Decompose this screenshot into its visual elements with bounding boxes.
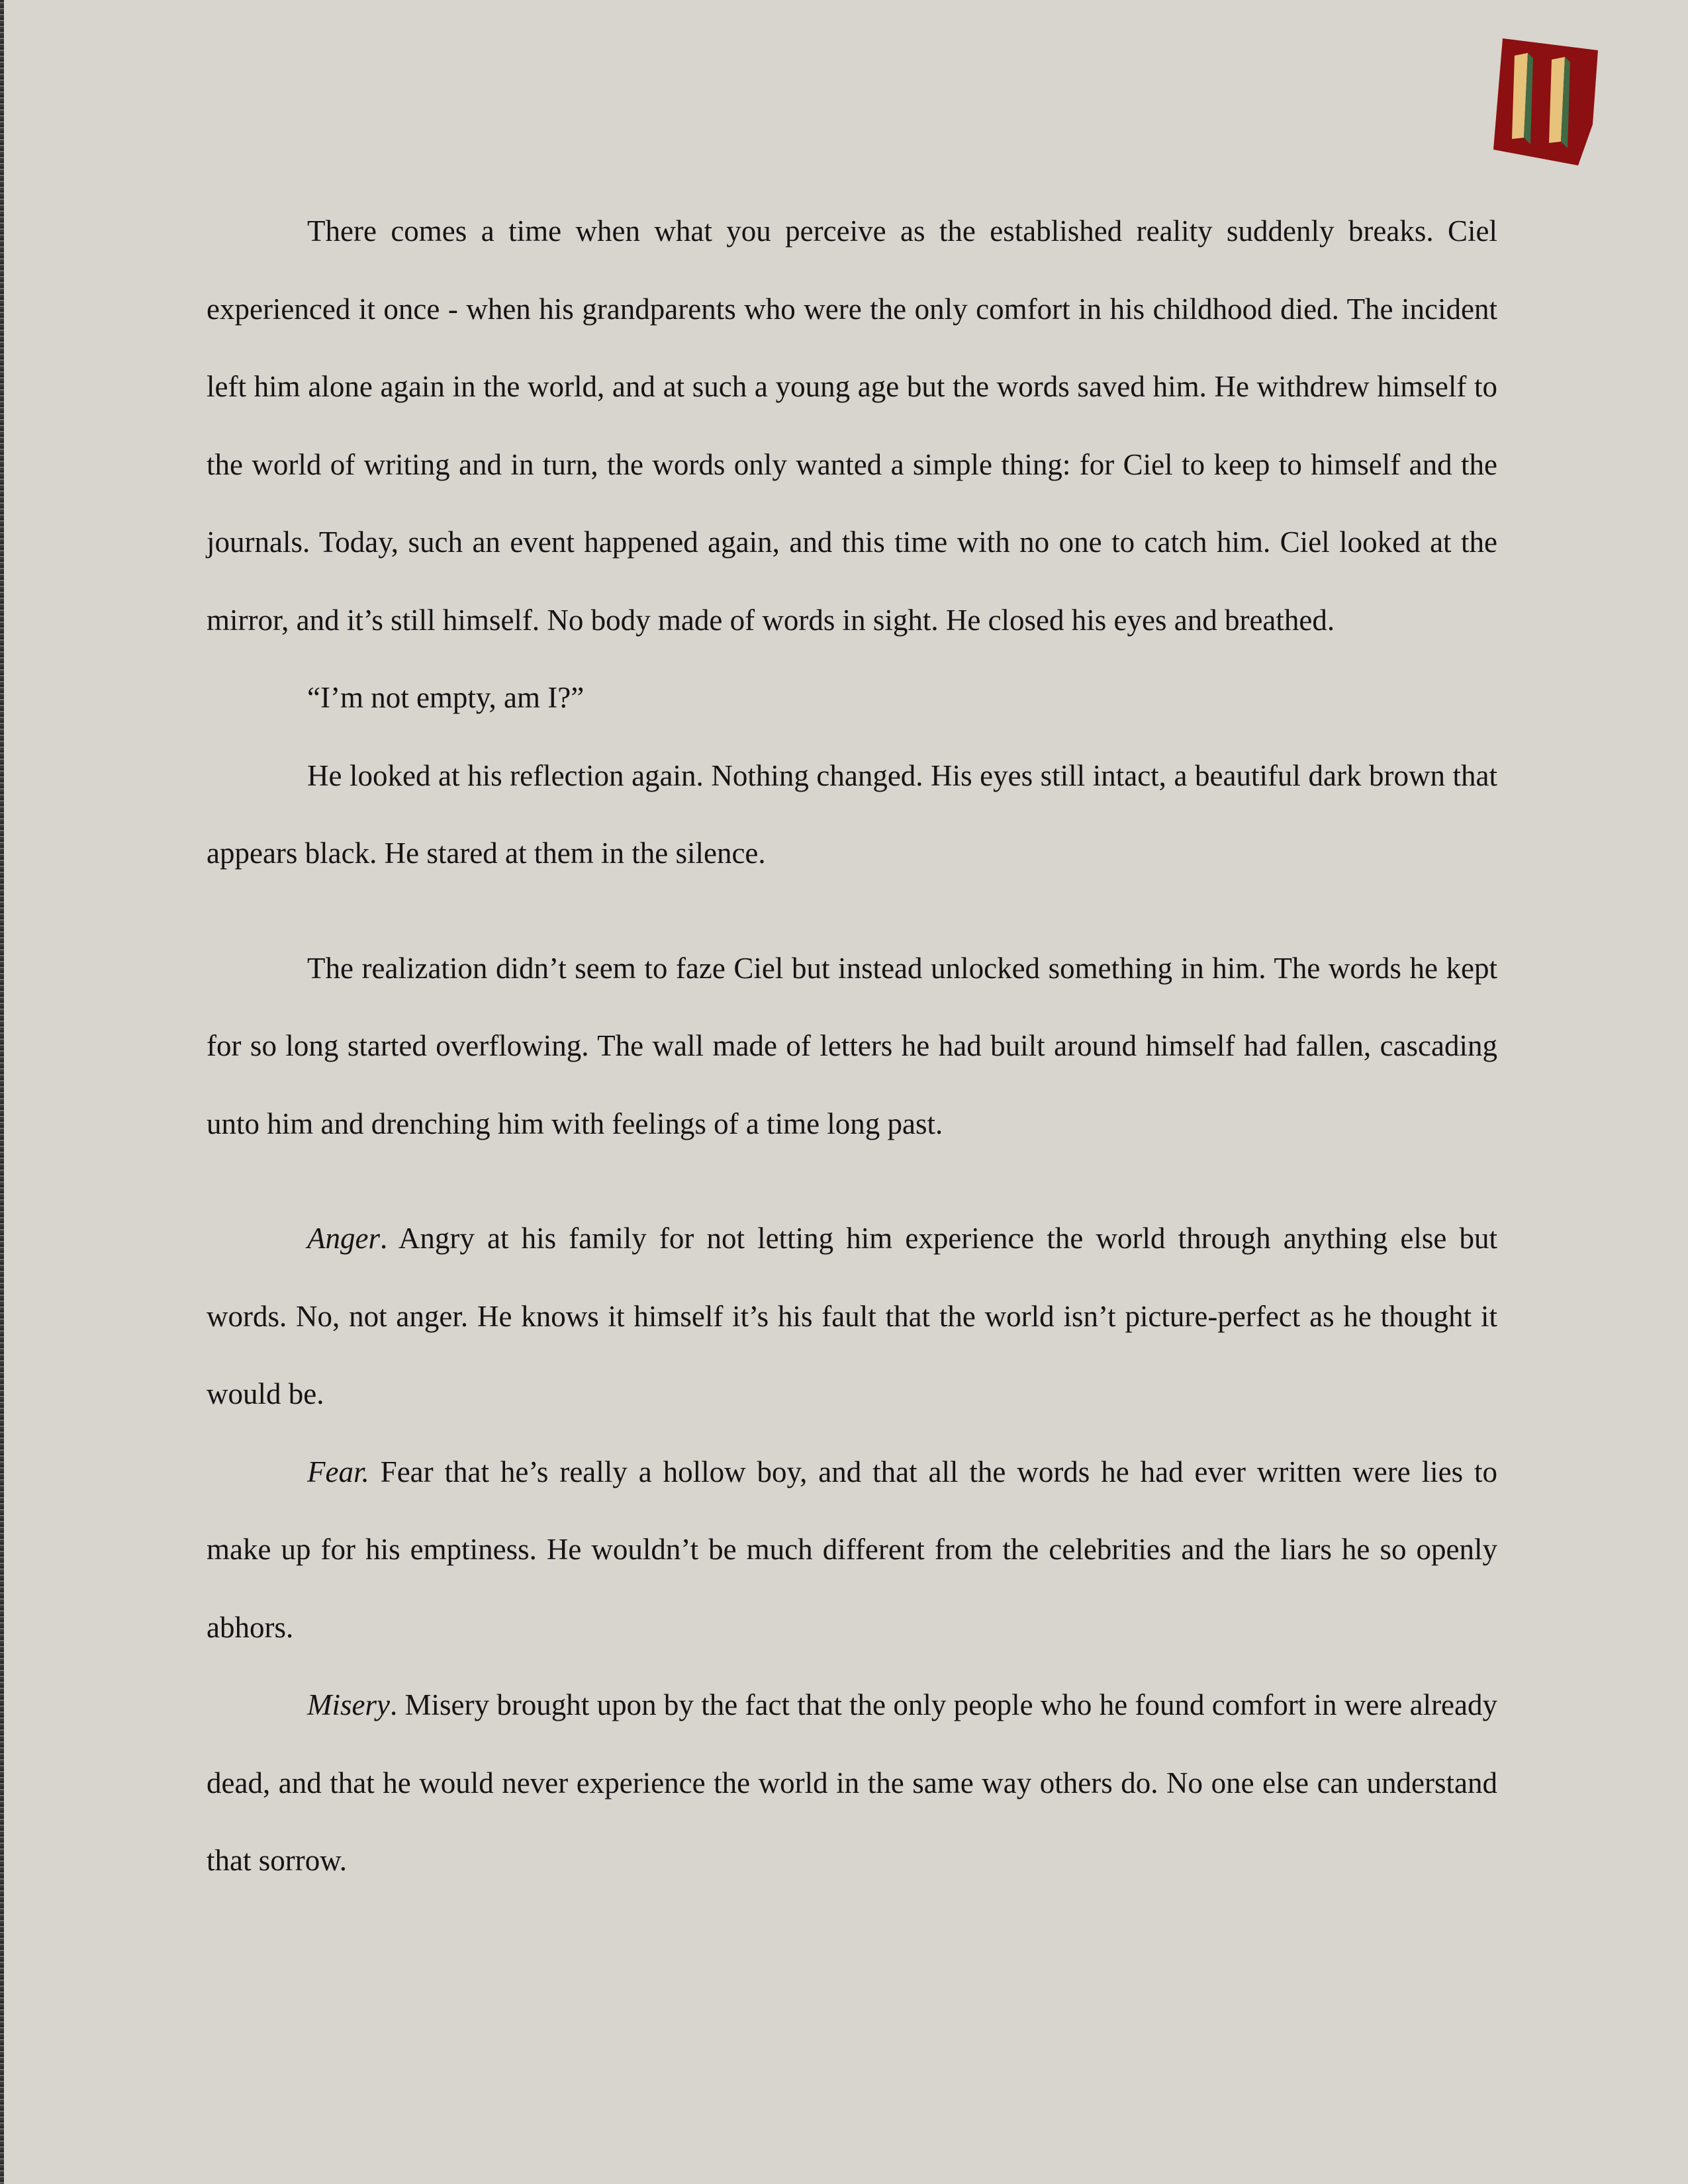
paragraph-reflection: He looked at his reflection again. Nothing changed. His eyes still intact, a beautiful dark brown that appears black. He stared at them in the silence.: [207, 758, 1497, 870]
misery-text: . Misery brought upon by the fact that the only people who he found comfort in were already dead, and that he would never experience the world in the same way others do. No one else can understand that sorrow.: [207, 1688, 1497, 1877]
page-number-badge: [1493, 38, 1598, 171]
anger-emphasis: Anger: [307, 1222, 380, 1255]
badge-background-shape: [1493, 38, 1598, 165]
fear-text: Fear that he’s really a hollow boy, and that all the words he had ever written were lies to make up for his emptiness. He wouldn’t be much different from the celebrities and the liars he so openly abhors.: [207, 1455, 1497, 1644]
misery-emphasis: Misery: [307, 1688, 390, 1721]
page-left-edge: [0, 0, 4, 2184]
paragraph-not-empty-quote: “I’m not empty, am I?”: [307, 681, 585, 714]
anger-text: . Angry at his family for not letting him experience the world through anything else but words. No, not anger. He knows it himself it’s his fault that the world isn’t picture-perfect as he thought it would be.: [207, 1222, 1497, 1410]
paragraph-misery: [207, 1666, 1497, 1900]
fear-emphasis: Fear.: [307, 1455, 369, 1488]
paragraph-realization: The realization didn’t seem to faze Ciel but instead unlocked something in him. The words he kept for so long started overflowing. The wall made of letters he had built around himself had fallen, cascading unto him and drenching him with feelings of a time long past.: [207, 951, 1497, 1140]
paragraph-reality-breaks: There comes a time when what you perceive as the established reality suddenly breaks. Ciel experienced it once - when his grandparents who were the only comfort in his childhood died. The incident left him alone again in the world, and at such a young age but the words saved him. He withdrew himself to the world of writing and in turn, the words only wanted a simple thing: for Ciel to keep to himself and the journals. Today, such an event happened again, and this time with no one to catch him. Ciel looked at the mirror, and it’s still himself. No body made of words in sight. He closed his eyes and breathed.: [207, 214, 1497, 637]
story-body: [207, 193, 1497, 1900]
paragraph-anger: [207, 1200, 1497, 1433]
paragraph-fear: [207, 1433, 1497, 1667]
